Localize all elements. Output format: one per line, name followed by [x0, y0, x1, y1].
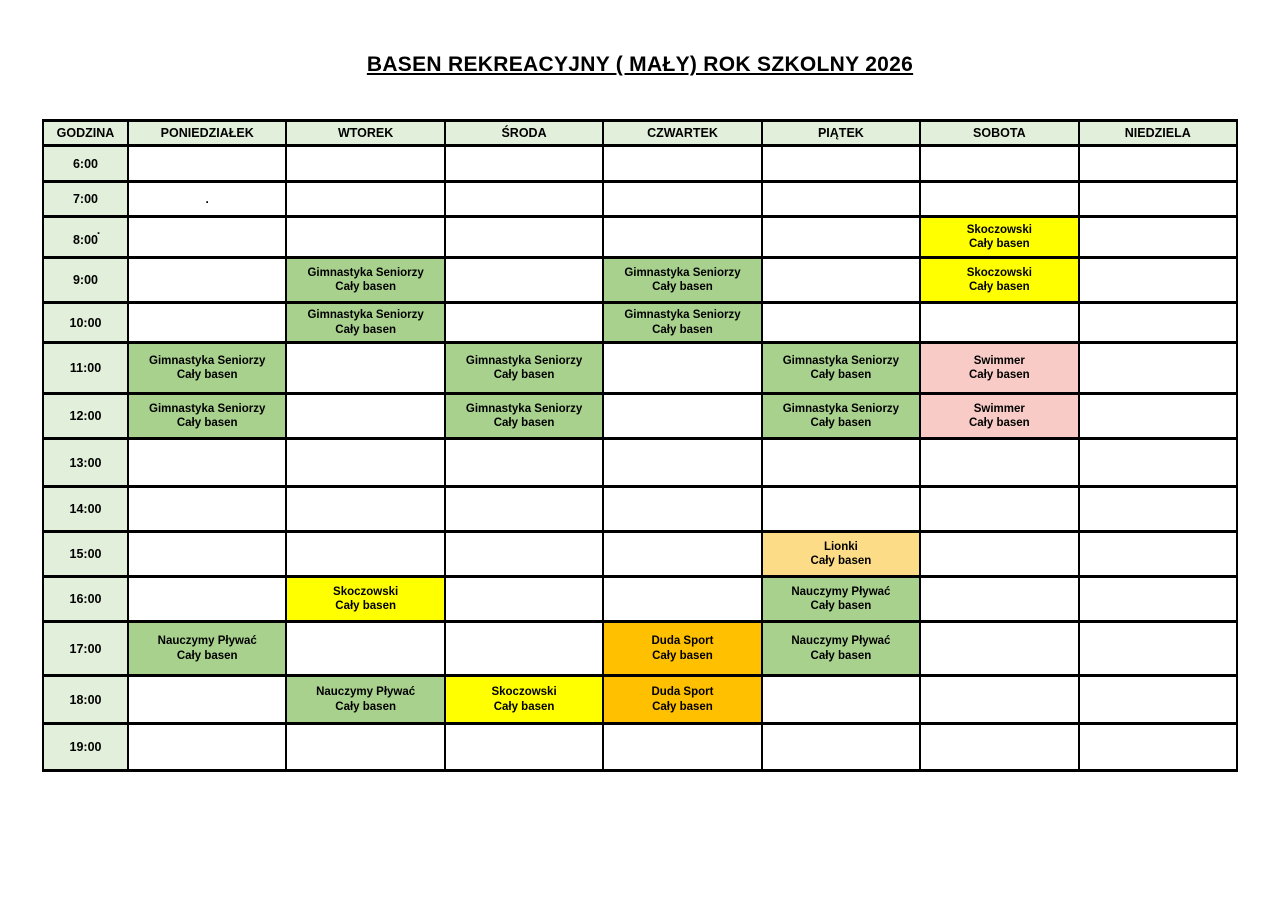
- schedule-row: [43, 303, 1237, 343]
- empty-cell: [1079, 258, 1237, 303]
- event-subtitle: Cały basen: [652, 323, 713, 336]
- time-cell: [43, 439, 128, 487]
- column-header-day: NIEDZIELA: [1079, 121, 1237, 146]
- column-header-day: WTOREK: [286, 121, 444, 146]
- schedule-row: [43, 343, 1237, 394]
- empty-cell: [762, 258, 920, 303]
- column-header-day: ŚRODA: [445, 121, 603, 146]
- event-subtitle: Cały basen: [335, 281, 396, 293]
- time-cell: [43, 487, 128, 532]
- empty-cell: [920, 532, 1078, 577]
- schedule-body: [43, 146, 1237, 771]
- time-label: 19:00: [69, 740, 102, 754]
- event-subtitle: Cały basen: [810, 555, 872, 567]
- empty-cell: [1079, 577, 1237, 622]
- event-cell: [603, 303, 761, 343]
- event-subtitle: Cały basen: [335, 700, 396, 713]
- event-subtitle: Cały basen: [176, 649, 238, 662]
- empty-cell: [920, 577, 1078, 622]
- schedule-row: [43, 532, 1237, 577]
- event-subtitle: Cały basen: [968, 238, 1030, 250]
- empty-cell: [762, 303, 920, 343]
- column-header-day: PIĄTEK: [762, 121, 920, 146]
- time-cell: [43, 532, 128, 577]
- empty-cell: [762, 182, 920, 217]
- empty-cell: [762, 439, 920, 487]
- empty-cell: [286, 487, 444, 532]
- event-title: Duda Sport: [651, 686, 714, 699]
- time-label: 14:00: [69, 502, 102, 516]
- stray-dot: .: [205, 192, 209, 206]
- event-cell: [445, 676, 603, 724]
- empty-cell: [1079, 487, 1237, 532]
- event-cell: [920, 217, 1078, 258]
- empty-cell: [603, 532, 761, 577]
- time-cell: [43, 724, 128, 771]
- time-label: 12:00: [69, 409, 102, 423]
- empty-cell: [1079, 532, 1237, 577]
- event-title: Swimmer: [973, 402, 1025, 415]
- event-cell: [286, 258, 444, 303]
- event-subtitle: Cały basen: [335, 323, 396, 336]
- column-header-day: PONIEDZIAŁEK: [128, 121, 286, 146]
- schedule-row: [43, 577, 1237, 622]
- time-label: 17:00: [69, 641, 102, 656]
- column-header-day: SOBOTA: [920, 121, 1078, 146]
- event-subtitle: Cały basen: [652, 281, 713, 293]
- empty-cell: [1079, 439, 1237, 487]
- event-title: Nauczymy Pływać: [157, 635, 257, 648]
- empty-cell: [128, 146, 286, 182]
- empty-cell: [920, 487, 1078, 532]
- empty-cell: [445, 217, 603, 258]
- empty-cell: [1079, 622, 1237, 676]
- empty-cell: [445, 439, 603, 487]
- event-subtitle: Cały basen: [968, 281, 1030, 293]
- stray-dot-cell: [128, 182, 286, 217]
- empty-cell: [920, 146, 1078, 182]
- empty-cell: [286, 394, 444, 439]
- empty-cell: [1079, 217, 1237, 258]
- time-label: 18:00: [69, 692, 102, 707]
- empty-cell: [445, 182, 603, 217]
- empty-cell: [445, 258, 603, 303]
- empty-cell: [762, 217, 920, 258]
- event-subtitle: Cały basen: [968, 369, 1030, 381]
- empty-cell: [286, 439, 444, 487]
- schedule-table: [42, 119, 1238, 772]
- column-header-day: CZWARTEK: [603, 121, 761, 146]
- empty-cell: [445, 146, 603, 182]
- event-subtitle: Cały basen: [335, 600, 396, 612]
- empty-cell: [920, 303, 1078, 343]
- empty-cell: [128, 724, 286, 771]
- event-subtitle: Cały basen: [493, 417, 555, 429]
- event-cell: [286, 577, 444, 622]
- empty-cell: [603, 487, 761, 532]
- event-cell: [762, 394, 920, 439]
- event-title: Nauczymy Pływać: [791, 585, 891, 598]
- event-title: Skoczowski: [966, 266, 1032, 279]
- empty-cell: [603, 394, 761, 439]
- event-title: Lionki: [823, 540, 858, 553]
- empty-cell: [445, 487, 603, 532]
- event-title: Gimnastyka Seniorzy: [782, 402, 900, 415]
- event-cell: [603, 676, 761, 724]
- empty-cell: [603, 146, 761, 182]
- empty-cell: [445, 622, 603, 676]
- schedule-row: [43, 622, 1237, 676]
- event-title: Skoczowski: [333, 585, 399, 598]
- header-row: [43, 121, 1237, 146]
- empty-cell: [762, 487, 920, 532]
- event-subtitle: Cały basen: [176, 417, 238, 429]
- event-title: Gimnastyka Seniorzy: [307, 266, 424, 279]
- time-label: 6:00: [72, 156, 99, 171]
- event-title: Skoczowski: [966, 223, 1032, 236]
- event-subtitle: Cały basen: [176, 369, 238, 381]
- empty-cell: [286, 146, 444, 182]
- empty-cell: [1079, 676, 1237, 724]
- event-title: Duda Sport: [651, 635, 714, 648]
- event-subtitle: Cały basen: [652, 700, 713, 713]
- empty-cell: [920, 182, 1078, 217]
- empty-cell: [1079, 303, 1237, 343]
- empty-cell: [286, 724, 444, 771]
- event-title: Gimnastyka Seniorzy: [307, 309, 424, 322]
- event-subtitle: Cały basen: [968, 417, 1030, 429]
- event-title: Swimmer: [973, 354, 1025, 367]
- event-cell: [762, 532, 920, 577]
- event-subtitle: Cały basen: [493, 369, 555, 381]
- empty-cell: [1079, 394, 1237, 439]
- event-title: Nauczymy Pływać: [791, 635, 891, 648]
- empty-cell: [603, 343, 761, 394]
- event-subtitle: Cały basen: [810, 417, 872, 429]
- page-title: BASEN REKREACYJNY ( MAŁY) ROK SZKOLNY 2026: [366, 53, 914, 76]
- time-label: 8:00: [72, 233, 99, 247]
- time-cell: [43, 217, 128, 258]
- schedule-row: [43, 439, 1237, 487]
- empty-cell: [445, 532, 603, 577]
- time-cell: [43, 394, 128, 439]
- empty-cell: [128, 532, 286, 577]
- event-title: Gimnastyka Seniorzy: [149, 354, 266, 367]
- empty-cell: [286, 182, 444, 217]
- time-cell: [43, 146, 128, 182]
- event-cell: [762, 622, 920, 676]
- event-cell: [603, 622, 761, 676]
- empty-cell: [920, 439, 1078, 487]
- schedule-row: [43, 394, 1237, 439]
- empty-cell: [286, 622, 444, 676]
- time-cell: [43, 577, 128, 622]
- empty-cell: [1079, 343, 1237, 394]
- schedule-header: [43, 121, 1237, 146]
- empty-cell: [128, 258, 286, 303]
- empty-cell: [762, 676, 920, 724]
- empty-cell: [128, 439, 286, 487]
- empty-cell: [1079, 146, 1237, 182]
- event-title: Gimnastyka Seniorzy: [465, 354, 583, 367]
- event-subtitle: Cały basen: [810, 649, 872, 662]
- time-cell: [43, 182, 128, 217]
- time-label: 7:00: [72, 192, 99, 206]
- event-cell: [445, 394, 603, 439]
- empty-cell: [128, 217, 286, 258]
- schedule-row: [43, 146, 1237, 182]
- time-label: 9:00: [72, 273, 99, 287]
- event-cell: [762, 577, 920, 622]
- event-title: Gimnastyka Seniorzy: [149, 402, 266, 415]
- empty-cell: [920, 724, 1078, 771]
- empty-cell: [1079, 724, 1237, 771]
- schedule-row: [43, 487, 1237, 532]
- time-cell: [43, 622, 128, 676]
- event-cell: [920, 343, 1078, 394]
- schedule-row: [43, 258, 1237, 303]
- event-cell: [286, 676, 444, 724]
- empty-cell: [128, 487, 286, 532]
- empty-cell: [603, 217, 761, 258]
- event-title: Gimnastyka Seniorzy: [624, 309, 741, 322]
- empty-cell: [286, 532, 444, 577]
- event-title: Gimnastyka Seniorzy: [624, 266, 741, 279]
- time-cell-dot: .: [96, 223, 101, 237]
- empty-cell: [1079, 182, 1237, 217]
- event-cell: [920, 394, 1078, 439]
- empty-cell: [920, 622, 1078, 676]
- event-cell: [286, 303, 444, 343]
- schedule-row: [43, 724, 1237, 771]
- event-title: Gimnastyka Seniorzy: [465, 402, 583, 415]
- empty-cell: [762, 146, 920, 182]
- empty-cell: [603, 439, 761, 487]
- time-label: 13:00: [69, 455, 102, 470]
- empty-cell: [603, 577, 761, 622]
- event-cell: [128, 622, 286, 676]
- time-cell: [43, 303, 128, 343]
- time-label: 15:00: [69, 547, 102, 561]
- schedule-row: [43, 217, 1237, 258]
- event-cell: [920, 258, 1078, 303]
- schedule-row: [43, 182, 1237, 217]
- empty-cell: [286, 217, 444, 258]
- empty-cell: [603, 724, 761, 771]
- empty-cell: [445, 577, 603, 622]
- event-cell: [762, 343, 920, 394]
- time-cell: [43, 343, 128, 394]
- time-label: 16:00: [69, 592, 102, 606]
- empty-cell: [445, 724, 603, 771]
- event-cell: [128, 343, 286, 394]
- time-cell: [43, 676, 128, 724]
- event-subtitle: Cały basen: [810, 369, 872, 381]
- event-cell: [603, 258, 761, 303]
- time-label: 11:00: [69, 361, 102, 375]
- empty-cell: [128, 577, 286, 622]
- event-title: Gimnastyka Seniorzy: [782, 354, 900, 367]
- event-subtitle: Cały basen: [810, 600, 872, 612]
- time-label: 10:00: [69, 315, 102, 330]
- empty-cell: [128, 303, 286, 343]
- empty-cell: [128, 676, 286, 724]
- empty-cell: [286, 343, 444, 394]
- column-header-time: GODZINA: [43, 121, 128, 146]
- schedule-row: [43, 676, 1237, 724]
- event-subtitle: Cały basen: [652, 649, 713, 662]
- event-title: Nauczymy Pływać: [316, 686, 416, 699]
- empty-cell: [920, 676, 1078, 724]
- empty-cell: [603, 182, 761, 217]
- empty-cell: [762, 724, 920, 771]
- time-cell: [43, 258, 128, 303]
- event-cell: [128, 394, 286, 439]
- event-subtitle: Cały basen: [493, 700, 555, 713]
- empty-cell: [445, 303, 603, 343]
- event-title: Skoczowski: [491, 686, 557, 699]
- event-cell: [445, 343, 603, 394]
